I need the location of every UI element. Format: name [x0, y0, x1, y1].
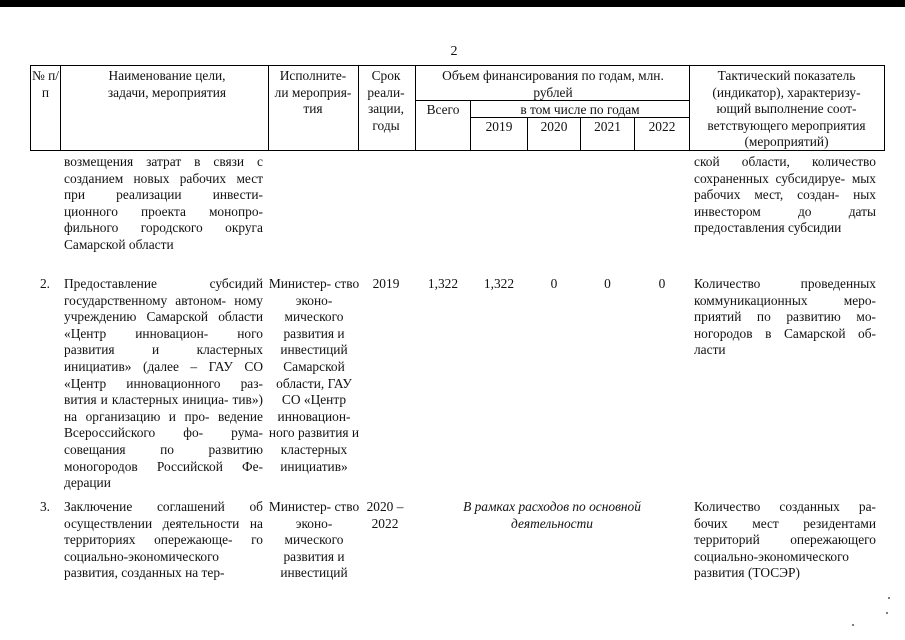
row-3-indicator: Количество созданных ра- бочих мест резидентами территорий опережающего социально-экономического развития (ТОСЭР)	[694, 499, 876, 581]
row-2-executor: Министер- ство эконо- мического развития и инвестиций Самарской области, ГАУ СО «Центр инновацион- ного развития и кластерных инициатив»	[268, 276, 360, 474]
row-2-2022: 0	[658, 276, 666, 291]
scan-top-border	[0, 0, 905, 7]
header-year-2021: 2021	[594, 119, 621, 134]
header-name: Наименование цели, задачи, мероприятия	[107, 68, 227, 100]
header-total: Всего	[426, 102, 460, 117]
row-3-funding-note: В рамках расходов по основной деятельности	[463, 499, 641, 531]
col-line-name	[268, 65, 269, 151]
scan-speck	[886, 612, 888, 614]
row-continued-indicator: ской области, количество сохраненных субсидируе- мых рабочих мест, создан- ных инвестором до даты предоставления субсидии	[694, 154, 876, 236]
row-2-2020: 0	[550, 276, 558, 291]
row-3-num: 3.	[39, 499, 51, 514]
row-2-2021: 0	[604, 276, 611, 291]
header-by-years: в том числе по годам	[520, 102, 640, 117]
row-3-name: Заключение соглашений об осуществлении деятельности на территориях опережающе- го социально-экономического развития, созданных на тер-	[64, 499, 263, 581]
scan-speck	[888, 597, 890, 599]
row-2-2019: 1,322	[483, 276, 515, 291]
row-continued-name: возмещения затрат в связи с созданием новых рабочих мест при реализации инвести- ционного проекта монопро- фильного городского округа Самарской области	[64, 154, 263, 252]
scan-speck	[852, 624, 854, 626]
col-line-num	[60, 65, 61, 151]
row-2-num: 2.	[39, 276, 51, 291]
header-year-2019: 2019	[485, 119, 513, 134]
header-funding: Объем финансирования по годам, млн. рублей	[442, 68, 664, 100]
header-year-2020: 2020	[540, 119, 568, 134]
row-2-indicator: Количество проведенных коммуникационных меро- приятий по развитию мо- ногородов в Самарской об- ласти	[694, 276, 876, 358]
table-top-line	[30, 65, 885, 66]
col-line-right	[884, 65, 885, 151]
header-num: № п/п	[31, 68, 59, 100]
header-indicator: Тактический показатель (индикатор), характеризу- ющий выполнение соот- ветствующего мероприятия (мероприятий)	[707, 68, 866, 150]
header-term: Срок реали- зации, годы	[367, 68, 405, 133]
row-2-total: 1,322	[427, 276, 459, 291]
row-3-term: 2020 – 2022	[366, 499, 404, 531]
col-line-funding	[689, 65, 690, 151]
row-2-name: Предоставление субсидий государственному автоном- ному учреждению Самарской области «Центр инновацион- ного развития и кластерных инициатив» (далее – ГАУ СО «Центр инновационного раз- вития и кластерных инициа- тив») на организацию и про- ведение Всероссийского фо- рума-совещания по развитию моногородов Российской Фе- дерации	[64, 276, 263, 491]
col-line-executor	[358, 65, 359, 151]
row-2-term: 2019	[372, 276, 400, 291]
header-year-2022: 2022	[648, 119, 676, 134]
row-3-executor: Министер- ство эконо- мического развития и инвестиций	[268, 499, 360, 581]
header-executor: Исполните- ли мероприя- тия	[274, 68, 352, 117]
page-number: 2	[450, 44, 458, 59]
